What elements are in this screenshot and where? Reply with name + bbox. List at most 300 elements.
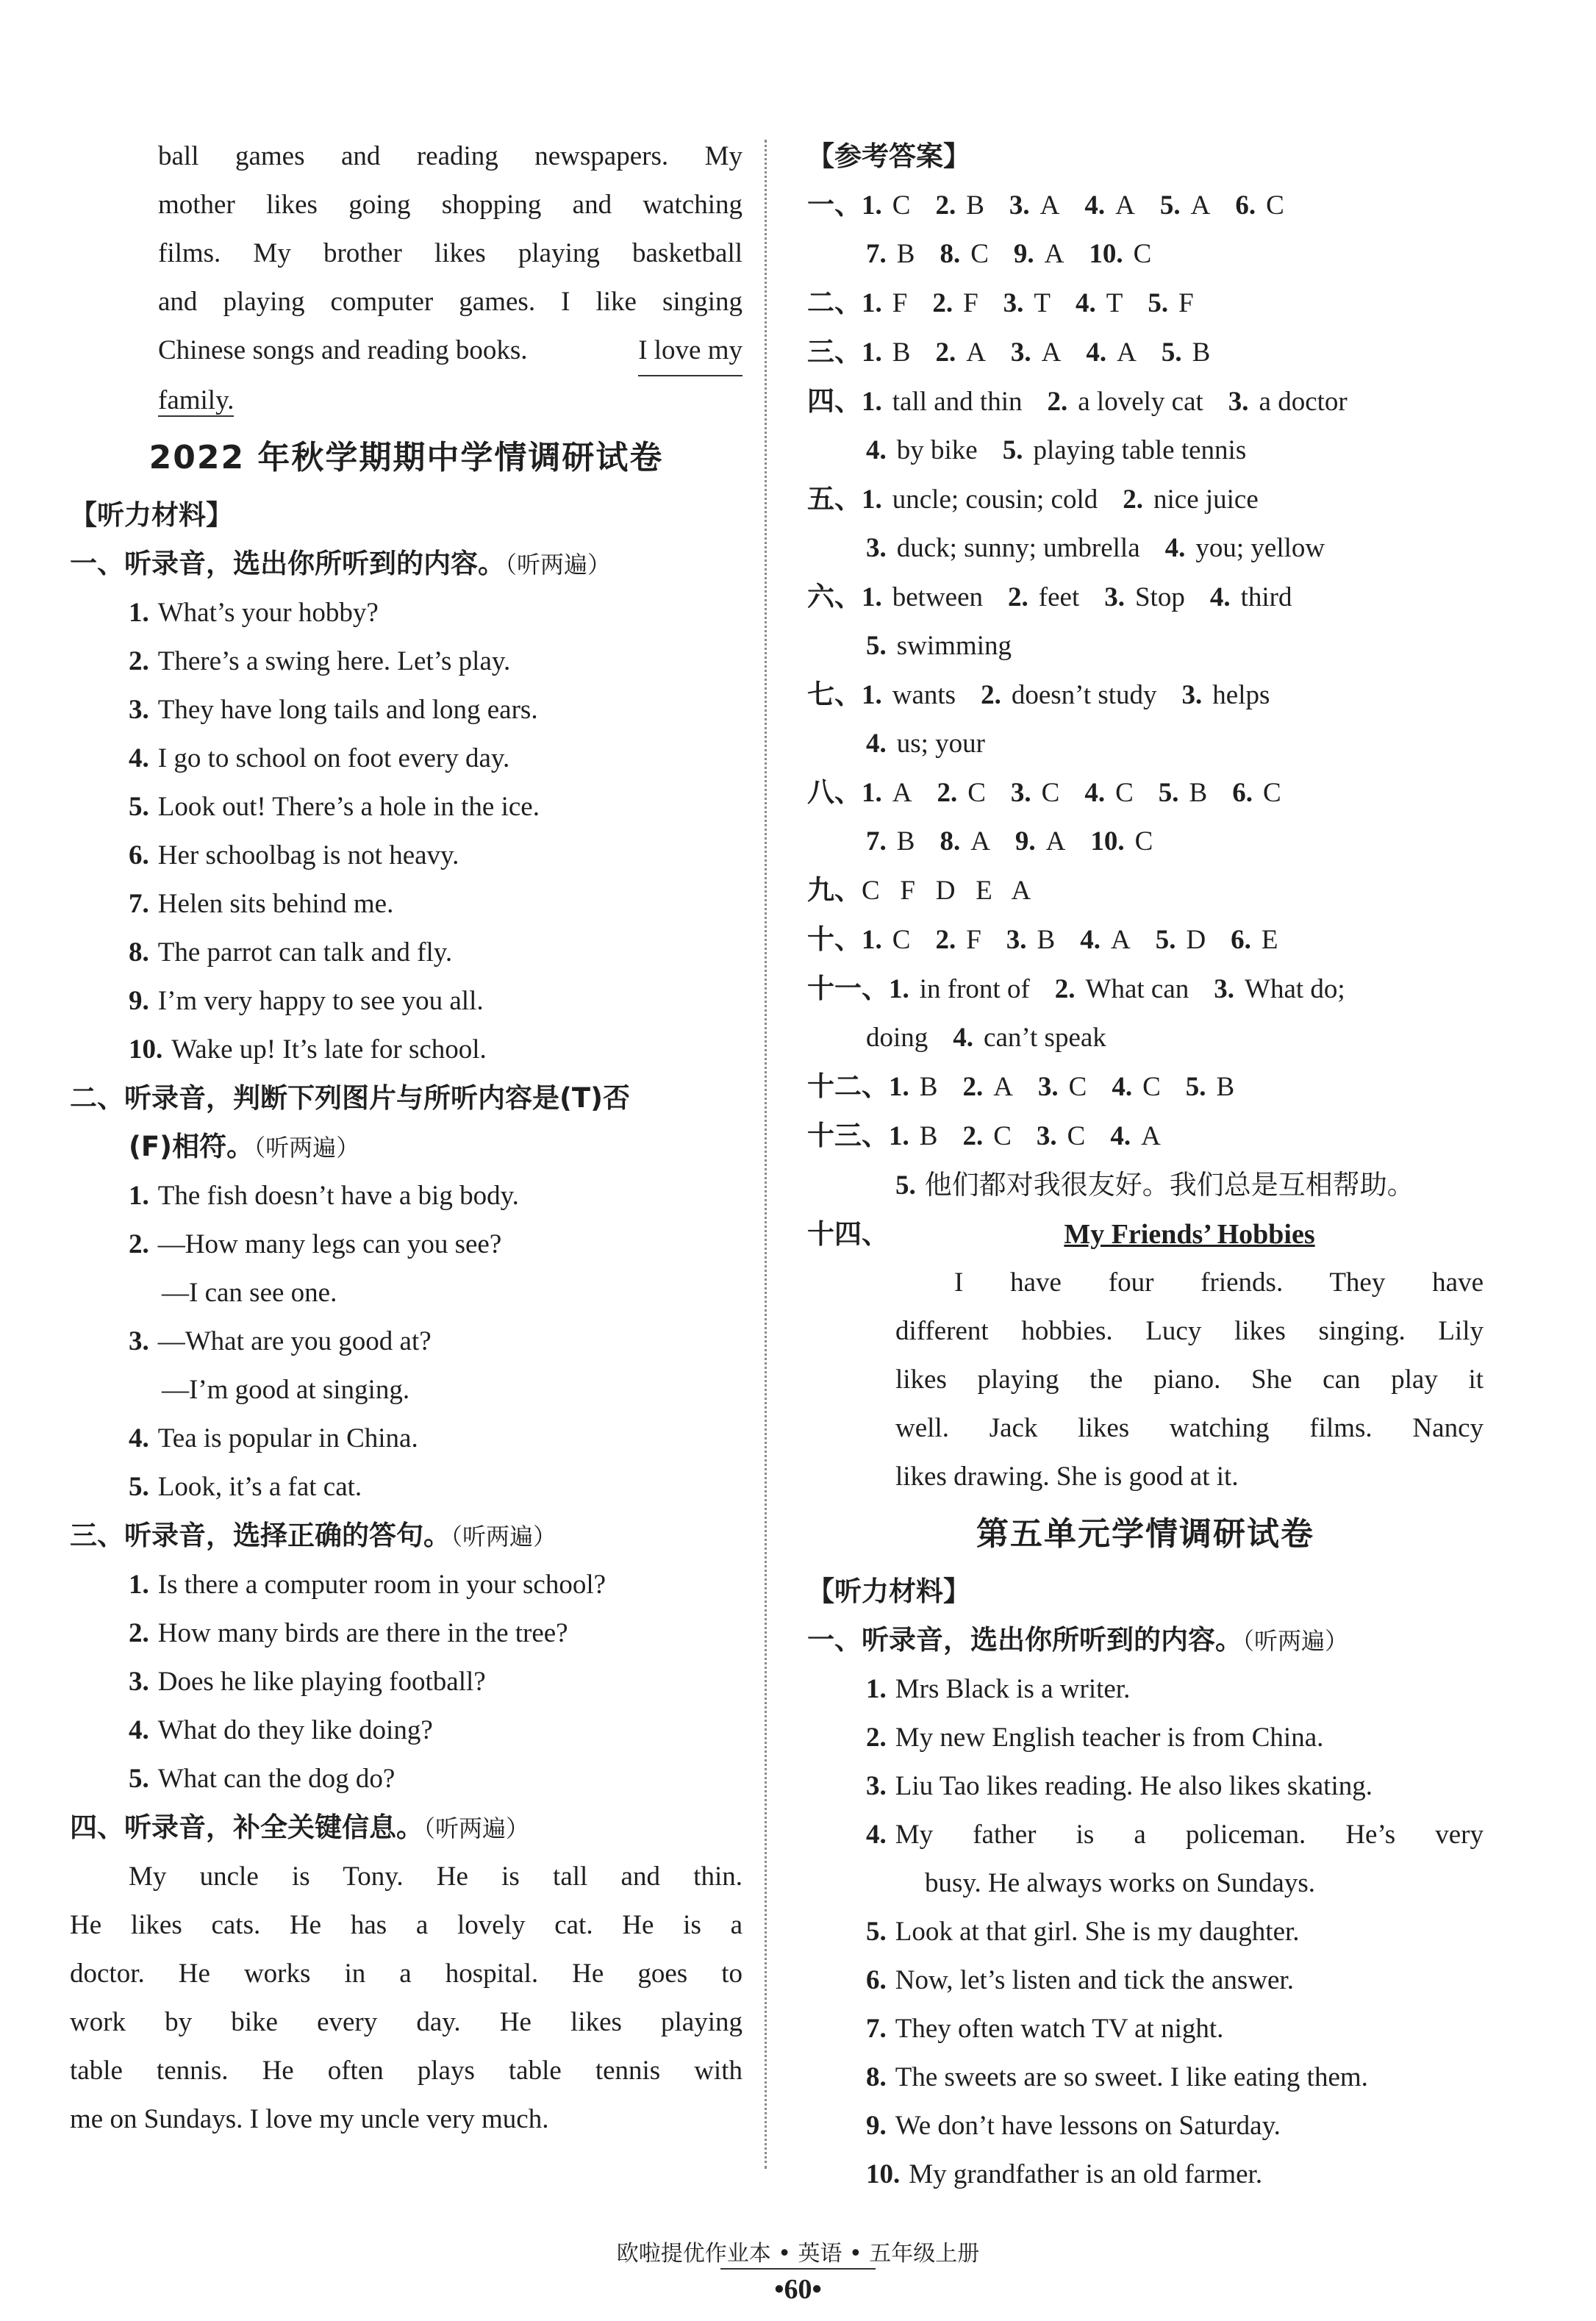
- answer-line: [807, 720, 1484, 768]
- underlined-answer: family.: [158, 385, 235, 415]
- item-number: 4.: [866, 435, 887, 465]
- answer-item: [1048, 387, 1203, 417]
- answer-text: A: [970, 826, 990, 856]
- answer-line: [807, 181, 1484, 230]
- answer-text: C: [970, 239, 989, 269]
- section-header: [70, 1123, 742, 1172]
- answer-item: [1186, 1072, 1234, 1102]
- list-item: [70, 1415, 742, 1463]
- answer-label: 九、: [807, 874, 862, 906]
- answer-text: in front of: [919, 974, 1030, 1004]
- item-text: Liu Tao likes reading. He also likes skating.: [895, 1771, 1373, 1801]
- item-text: —How many legs can you see?: [157, 1229, 502, 1259]
- item-text: My father is a policeman. He’s very: [895, 1820, 1484, 1850]
- section-note: （听两遍）: [1242, 1627, 1349, 1655]
- answer-text: B: [896, 826, 915, 856]
- item-text: Tea is popular in China.: [157, 1423, 418, 1453]
- answer-label: 五、: [807, 483, 862, 515]
- item-number: 4.: [1076, 288, 1096, 318]
- answer-text: C: [967, 778, 986, 808]
- list-item: [807, 2150, 1484, 2199]
- list-item: [807, 1762, 1484, 1811]
- list-item: [70, 1463, 742, 1512]
- answer-item: [889, 1121, 937, 1151]
- item-number: 10.: [129, 1034, 163, 1065]
- answer-line: [807, 475, 1484, 524]
- answer-label: 十、: [807, 923, 862, 955]
- answer-text: by bike: [896, 435, 978, 465]
- answer-text: feet: [1038, 582, 1080, 612]
- answer-text: A: [892, 778, 912, 808]
- answer-item: [1011, 337, 1061, 368]
- list-item: [70, 1609, 742, 1658]
- answer-text: A: [1190, 190, 1211, 221]
- para-line: He likes cats. He has a lovely cat. He is a: [70, 1910, 742, 1940]
- item-text: How many birds are there in the tree?: [157, 1618, 568, 1648]
- list-item: [70, 1706, 742, 1755]
- item-number: 6.: [129, 840, 149, 870]
- answer-item: [889, 1072, 937, 1102]
- answer-text: F: [892, 288, 908, 318]
- answer-item: [866, 435, 978, 465]
- answer-text: A: [1117, 337, 1137, 368]
- item-number: 2.: [935, 190, 956, 221]
- answer-text: C: [1115, 778, 1134, 808]
- answer-text: B: [1189, 778, 1208, 808]
- answer-item: [940, 239, 988, 269]
- list-item: [70, 977, 742, 1026]
- answer-text: doing: [866, 1023, 928, 1053]
- item-number: 1.: [862, 288, 882, 318]
- item-number: 2.: [935, 925, 956, 955]
- answer-item: [1011, 778, 1059, 808]
- item-text: Now, let’s listen and tick the answer.: [895, 1965, 1294, 1995]
- answer-item: [1086, 337, 1136, 368]
- answer-item: [862, 778, 912, 808]
- item-text: We don’t have lessons on Saturday.: [895, 2111, 1281, 2141]
- underlined-answer: I love my: [638, 326, 742, 376]
- para-line: me on Sundays. I love my uncle very much.: [70, 2104, 549, 2134]
- section-note: （听两遍）: [505, 551, 612, 579]
- answer-text: A: [1110, 925, 1131, 955]
- unit5-list: [807, 1665, 1484, 2199]
- answer-text: A: [1045, 826, 1066, 856]
- answer-text: doesn’t study: [1011, 680, 1157, 710]
- answer-line: [807, 965, 1484, 1014]
- item-number: 3.: [1037, 1072, 1059, 1102]
- answer-label: 二、: [807, 287, 862, 318]
- item-number: 5.: [866, 1917, 887, 1947]
- answer-item: [1080, 925, 1130, 955]
- item-text: What can the dog do?: [157, 1764, 396, 1794]
- item-number: 2.: [935, 337, 956, 368]
- item-text: I go to school on foot every day.: [157, 743, 510, 773]
- item-number: 8.: [940, 826, 961, 856]
- item-number: 4.: [1164, 533, 1186, 563]
- item-number: 10.: [866, 2159, 901, 2189]
- answer-item: [937, 778, 985, 808]
- answer-line: [807, 279, 1484, 328]
- item-number: 1.: [862, 925, 882, 955]
- answer-text: A: [1039, 190, 1060, 221]
- list-item: [807, 2053, 1484, 2102]
- answer-label: 一、: [807, 189, 862, 221]
- answer-text: a lovely cat: [1078, 387, 1203, 417]
- answer-line: [807, 1210, 1484, 1259]
- answer-item: [1089, 239, 1151, 269]
- answer-item: [1162, 337, 1210, 368]
- answer-item: [1038, 1072, 1087, 1102]
- item-text: —What are you good at?: [157, 1326, 432, 1356]
- answer-item: [1055, 974, 1189, 1004]
- answer-text: C F D E A: [862, 876, 1031, 906]
- answer-item: [862, 288, 907, 318]
- answer-text: you; yellow: [1195, 533, 1325, 563]
- item-number: 6.: [1235, 190, 1256, 221]
- section-header: [807, 1616, 1484, 1665]
- material-header: 【听力材料】: [807, 1576, 970, 1607]
- item-text: Her schoolbag is not heavy.: [157, 840, 459, 870]
- list-item: [807, 1811, 1484, 1859]
- item-number: 1.: [862, 582, 882, 612]
- item-number: 3.: [1181, 680, 1203, 710]
- item-text: Helen sits behind me.: [157, 889, 394, 919]
- section-header: [70, 540, 742, 589]
- list-item: [807, 2102, 1484, 2150]
- footer-book-title: 欧啦提优作业本 • 英语 • 五年级上册: [616, 2241, 980, 2267]
- item-number: 3.: [129, 1667, 149, 1697]
- item-number: 7.: [866, 239, 887, 269]
- item-number: 1.: [866, 1674, 887, 1704]
- answer-line: [807, 768, 1484, 818]
- item-text: Wake up! It’s late for school.: [171, 1034, 487, 1065]
- item-number: 5.: [1002, 435, 1023, 465]
- answer-item: [1009, 190, 1059, 221]
- item-number: 9.: [866, 2111, 887, 2141]
- item-number: 5.: [895, 1170, 916, 1201]
- item-text: Look at that girl. She is my daughter.: [895, 1917, 1300, 1947]
- column-divider: [765, 140, 767, 2169]
- answer-text: uncle; cousin; cold: [892, 484, 1098, 515]
- answer-item: [866, 239, 915, 269]
- section-header: [70, 1803, 742, 1853]
- list-item-continuation: —I can see one.: [162, 1278, 337, 1308]
- item-number: 6.: [1232, 778, 1253, 808]
- prev-paragraph: [70, 132, 742, 425]
- answer-text: A: [1141, 1121, 1161, 1151]
- item-number: 3.: [1010, 337, 1031, 368]
- section4-passage: [70, 1853, 742, 2144]
- unit-title: 第五单元学情调研试卷: [976, 1515, 1314, 1553]
- item-number: 5.: [1159, 190, 1181, 221]
- translation-text: 他们都对我很友好。我们总是互相帮助。: [924, 1169, 1414, 1201]
- answer-text: C: [1067, 1121, 1086, 1151]
- answer-label: 八、: [807, 776, 862, 808]
- item-text: Look, it’s a fat cat.: [157, 1472, 362, 1502]
- item-number: 9.: [129, 986, 149, 1016]
- item-number: 4.: [1080, 925, 1101, 955]
- answer-item: [862, 190, 910, 221]
- item-number: 2.: [129, 646, 149, 676]
- item-number: 2.: [129, 1229, 149, 1259]
- item-number: 3.: [866, 533, 887, 563]
- page-number: •60•: [774, 2274, 822, 2305]
- para-line: mother likes going shopping and watching: [158, 190, 742, 220]
- section-header: 二、听录音，判断下列图片与所听内容是(T)否: [70, 1082, 631, 1114]
- para-line: work by bike every day. He likes playing: [70, 2007, 742, 2037]
- list-item: [70, 686, 742, 734]
- item-number: 5.: [1158, 778, 1179, 808]
- answer-line: [807, 1014, 1484, 1062]
- para-line: ball games and reading newspapers. My: [158, 141, 742, 171]
- answer-item: [866, 631, 1012, 661]
- section-header-text: 三、听录音，选择正确的答句。: [70, 1520, 451, 1551]
- answer-text: A: [1041, 337, 1062, 368]
- list-item: [807, 1908, 1484, 1956]
- para-line: table tennis. He often plays table tennis with: [70, 2056, 742, 2086]
- answer-label: 六、: [807, 581, 862, 612]
- answer-label: 十四、: [807, 1218, 889, 1250]
- answer-line: [807, 1161, 1484, 1210]
- item-text: What’s your hobby?: [157, 598, 379, 628]
- answer-item: [932, 288, 978, 318]
- answer-line: [807, 230, 1484, 279]
- answer-label: 十一、: [807, 973, 889, 1004]
- item-number: 4.: [129, 743, 149, 773]
- item-number: 3.: [1104, 582, 1125, 612]
- answer-text: nice juice: [1153, 484, 1259, 515]
- essay-line: likes playing the piano. She can play it: [895, 1365, 1484, 1395]
- answer-item: [1015, 826, 1065, 856]
- item-number: 4.: [1209, 582, 1231, 612]
- answer-line: [807, 915, 1484, 965]
- item-number: 2.: [1047, 387, 1068, 417]
- answer-text: between: [892, 582, 984, 612]
- answer-item: [866, 1023, 928, 1053]
- answer-item: [1235, 190, 1284, 221]
- essay-title: My Friends’ Hobbies: [1064, 1219, 1315, 1250]
- answer-item: [1182, 680, 1270, 710]
- item-number: 5.: [866, 631, 887, 661]
- list-item-continuation: busy. He always works on Sundays.: [925, 1868, 1315, 1898]
- section-note: （听两遍）: [423, 1814, 530, 1842]
- answer-item: [1003, 435, 1247, 465]
- section-header-text: 四、听录音，补全关键信息。: [70, 1812, 423, 1843]
- essay-line: different hobbies. Lucy likes singing. Lily: [895, 1316, 1484, 1346]
- list-item: [70, 880, 742, 929]
- answer-item: [866, 533, 1140, 563]
- answer-item: [1112, 1072, 1160, 1102]
- item-text: Look out! There’s a hole in the ice.: [157, 792, 540, 822]
- section-header-text: 一、听录音，选出你所听到的内容。: [807, 1624, 1242, 1656]
- item-number: 3.: [1036, 1121, 1057, 1151]
- answer-text: A: [1115, 190, 1135, 221]
- answer-text: E: [1261, 925, 1278, 955]
- section3-list: [70, 1561, 742, 1803]
- answer-item: [1084, 778, 1133, 808]
- answer-text: wants: [892, 680, 956, 710]
- section-header: [70, 1512, 742, 1561]
- answer-item: [962, 1121, 1011, 1151]
- answer-item: [1037, 1121, 1085, 1151]
- list-item: [70, 832, 742, 880]
- answer-item: [862, 680, 956, 710]
- answer-text: B: [919, 1072, 938, 1102]
- item-number: 2.: [1123, 484, 1143, 515]
- para-line: [158, 326, 742, 376]
- list-item: [807, 1714, 1484, 1762]
- answer-line: [807, 573, 1484, 622]
- answer-text: C: [1041, 778, 1060, 808]
- item-number: 3.: [866, 1771, 887, 1801]
- answer-text: C: [1142, 1072, 1161, 1102]
- answer-item: [1214, 974, 1345, 1004]
- item-text: The sweets are so sweet. I like eating them.: [895, 2062, 1368, 2092]
- list-item: [807, 1665, 1484, 1714]
- footer-rule: [720, 2268, 876, 2270]
- answer-list: [807, 181, 1484, 1161]
- answer-line: [807, 377, 1484, 426]
- answer-text: A: [993, 1072, 1013, 1102]
- item-number: 1.: [129, 1181, 149, 1211]
- item-number: 4.: [866, 1820, 887, 1850]
- item-number: 10.: [1089, 239, 1123, 269]
- item-number: 4.: [1084, 778, 1106, 808]
- list-item: [70, 1220, 742, 1269]
- answer-text: T: [1106, 288, 1123, 318]
- list-item: [70, 783, 742, 832]
- answer-text: B: [1216, 1072, 1235, 1102]
- item-number: 2.: [129, 1618, 149, 1648]
- answer-item: [866, 826, 915, 856]
- answer-item: [1123, 484, 1259, 515]
- answer-item: [935, 925, 981, 955]
- answer-item: [1148, 288, 1193, 318]
- item-text: Mrs Black is a writer.: [895, 1674, 1131, 1704]
- answer-text: T: [1034, 288, 1051, 318]
- item-number: 5.: [1155, 925, 1176, 955]
- answer-item: [1090, 826, 1153, 856]
- answer-item: [862, 484, 1098, 515]
- list-item: [70, 1026, 742, 1074]
- item-number: 1.: [889, 974, 909, 1004]
- material-header: 【听力材料】: [70, 499, 233, 531]
- answer-text: C: [1134, 826, 1153, 856]
- item-number: 1.: [862, 190, 882, 221]
- item-number: 2.: [932, 288, 953, 318]
- item-number: 5.: [129, 1472, 149, 1502]
- answer-line: [807, 328, 1484, 377]
- item-number: 2.: [962, 1121, 984, 1151]
- item-number: 4.: [129, 1715, 149, 1745]
- item-number: 5.: [129, 792, 149, 822]
- answer-item: [1231, 925, 1278, 955]
- item-number: 3.: [1010, 778, 1031, 808]
- answer-item: [1165, 533, 1325, 563]
- answer-item: [1084, 190, 1134, 221]
- answer-item: [1104, 582, 1185, 612]
- answer-item: [862, 387, 1023, 417]
- answer-label: 四、: [807, 385, 862, 417]
- list-item: [807, 1956, 1484, 2005]
- item-number: 5.: [129, 1764, 149, 1794]
- answer-item: [862, 925, 910, 955]
- answer-header: 【参考答案】: [807, 140, 970, 172]
- answer-item: [1006, 925, 1055, 955]
- section2-list: [70, 1172, 742, 1512]
- item-number: 9.: [1015, 826, 1036, 856]
- answer-line: [807, 1062, 1484, 1112]
- item-number: 3.: [1006, 925, 1027, 955]
- item-number: 3.: [129, 1326, 149, 1356]
- list-item: [70, 1172, 742, 1220]
- list-item: [70, 734, 742, 783]
- answer-label: 十二、: [807, 1070, 889, 1102]
- item-text: My new English teacher is from China.: [895, 1723, 1324, 1753]
- answer-text: B: [896, 239, 915, 269]
- item-number: 3.: [1214, 974, 1235, 1004]
- answer-text: C: [892, 190, 911, 221]
- answer-text: F: [963, 288, 978, 318]
- para-text: Chinese songs and reading books.: [158, 335, 528, 365]
- item-text: They often watch TV at night.: [895, 2014, 1224, 2044]
- item-number: 1.: [889, 1121, 909, 1151]
- item-text: There’s a swing here. Let’s play.: [157, 646, 511, 676]
- item-number: 1.: [889, 1072, 909, 1102]
- answer-text: F: [1178, 288, 1194, 318]
- answer-item: [862, 876, 1031, 906]
- item-number: 4.: [1086, 337, 1107, 368]
- item-number: 1.: [129, 598, 149, 628]
- item-number: 1.: [862, 337, 882, 368]
- item-text: Is there a computer room in your school?: [157, 1570, 606, 1600]
- item-number: 2.: [866, 1723, 887, 1753]
- item-number: 7.: [129, 889, 149, 919]
- answer-item: [1014, 239, 1064, 269]
- item-number: 1.: [129, 1570, 149, 1600]
- answer-text: C: [1266, 190, 1284, 221]
- answer-item: [866, 729, 985, 759]
- answer-text: C: [1262, 778, 1281, 808]
- answer-text: swimming: [896, 631, 1012, 661]
- answer-item: [1228, 387, 1348, 417]
- answer-text: helps: [1212, 680, 1270, 710]
- essay-line: likes drawing. She is good at it.: [895, 1462, 1239, 1492]
- answer-text: duck; sunny; umbrella: [896, 533, 1140, 563]
- answer-text: tall and thin: [892, 387, 1023, 417]
- answer-line: [807, 866, 1484, 915]
- answer-line: [807, 622, 1484, 670]
- answer-text: A: [966, 337, 986, 368]
- answer-text: F: [966, 925, 981, 955]
- answer-item: [889, 974, 1030, 1004]
- section-header-text: 一、听录音，选出你所听到的内容。: [70, 548, 505, 579]
- item-text: They have long tails and long ears.: [157, 695, 538, 725]
- answer-line: [807, 670, 1484, 720]
- answer-item: [1232, 778, 1281, 808]
- item-number: 1.: [862, 778, 882, 808]
- answer-item: [1110, 1121, 1160, 1151]
- answer-text: third: [1240, 582, 1292, 612]
- item-number: 2.: [962, 1072, 984, 1102]
- section-header-text: (F)相符。: [129, 1131, 254, 1162]
- item-text: I’m very happy to see you all.: [157, 986, 484, 1016]
- para-line: and playing computer games. I like singing: [158, 287, 742, 317]
- answer-item: [935, 337, 985, 368]
- list-item: [70, 1658, 742, 1706]
- item-number: 8.: [129, 937, 149, 968]
- list-item-continuation: —I’m good at singing.: [162, 1375, 410, 1405]
